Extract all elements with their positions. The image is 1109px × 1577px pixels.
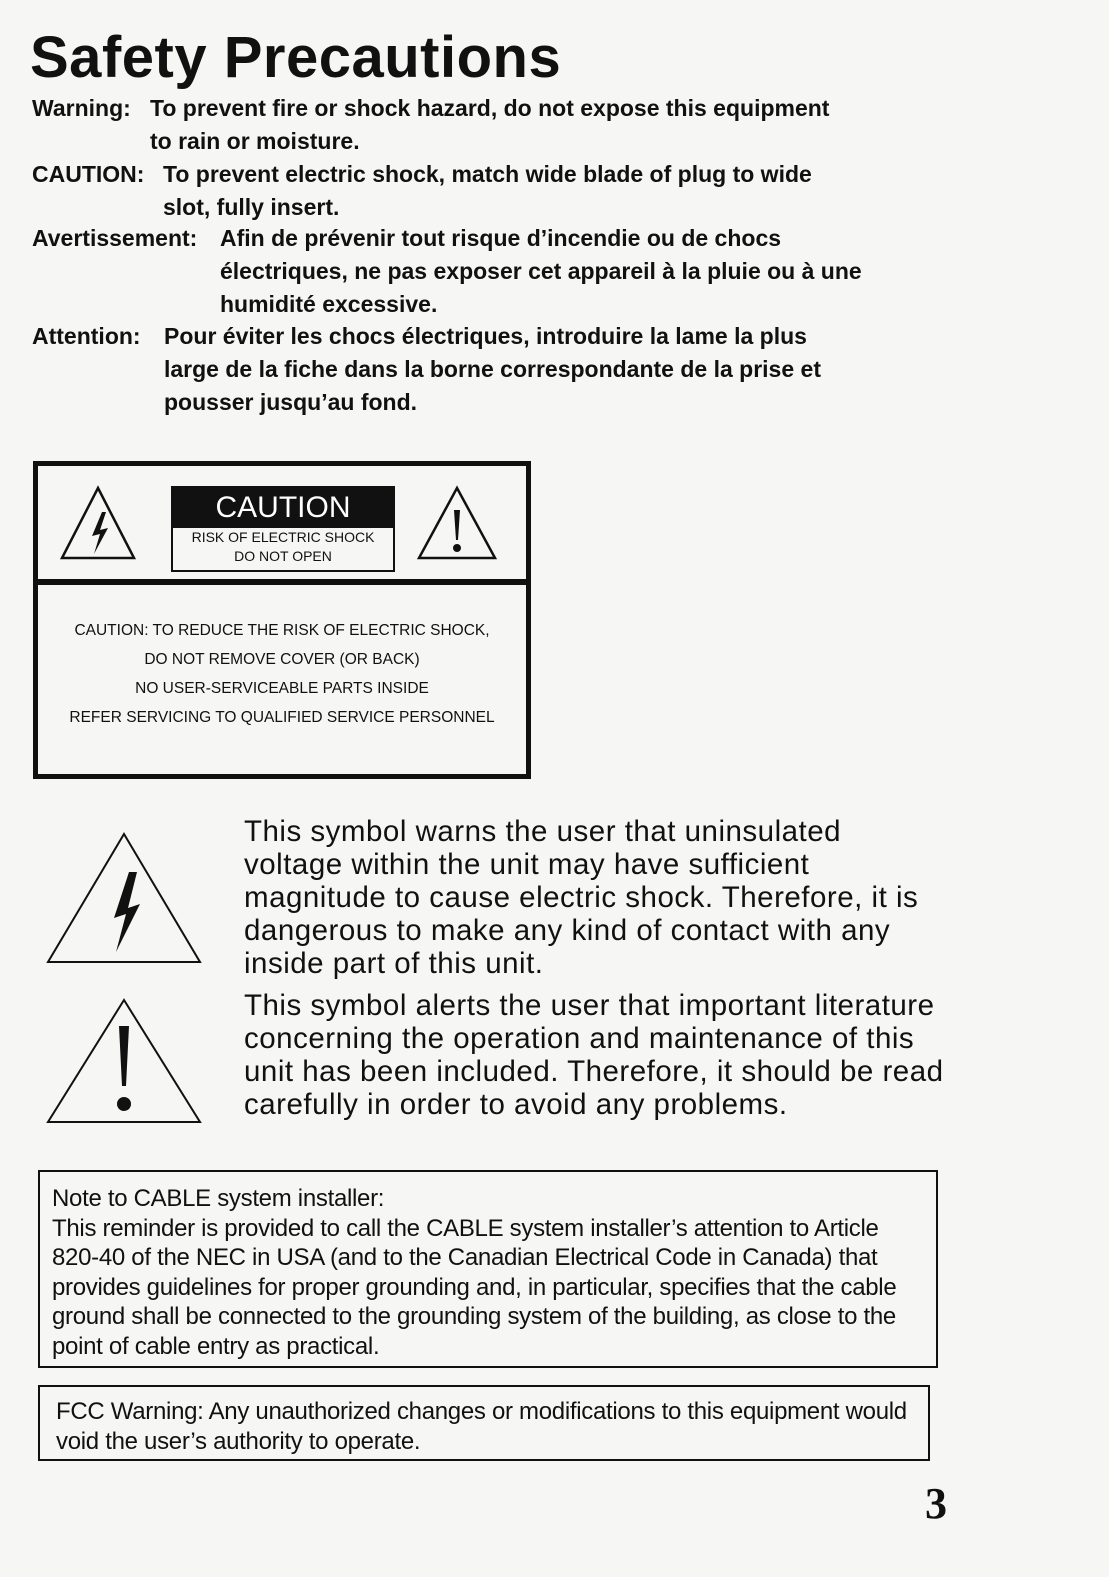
warning-text: To prevent fire or shock hazard, do not expose this equipment to rain or moisture. bbox=[150, 95, 830, 154]
exclamation-symbol-description: This symbol alerts the user that important literature concerning the operation and maintenance of this unit has been included. Therefore, it should be read carefully in order to avoid any problems. bbox=[244, 989, 944, 1121]
caution-banner bbox=[171, 486, 395, 572]
caution-banner-title: CAUTION bbox=[173, 488, 393, 528]
fcc-warning-box bbox=[38, 1385, 930, 1461]
avertissement-text: Afin de prévenir tout risque d’incendie ou de chocs électriques, ne pas exposer cet appareil à la pluie ou à une humidité excessive. bbox=[220, 225, 862, 317]
lightning-triangle-icon bbox=[58, 484, 138, 564]
attention-label: Attention: bbox=[32, 323, 141, 349]
lightning-symbol-description: This symbol warns the user that uninsulated voltage within the unit may have sufficient magnitude to cause electric shock. Therefore, it is dangerous to make any kind of contact with any inside part of this unit. bbox=[244, 815, 919, 980]
lightning-triangle-icon bbox=[44, 830, 204, 966]
attention-text: Pour éviter les chocs électriques, introduire la lame la plus large de la fiche dans la borne correspondante de la prise et pousser jusqu’au fond. bbox=[164, 323, 821, 415]
page-title: Safety Precautions bbox=[30, 25, 562, 90]
caution-label-line: DO NOT REMOVE COVER (OR BACK) bbox=[144, 651, 420, 668]
page-number: 3 bbox=[925, 1479, 947, 1528]
exclamation-triangle-icon bbox=[44, 996, 204, 1126]
caution-label-box bbox=[33, 461, 531, 779]
caution-french bbox=[32, 320, 1012, 430]
caution-label-line: CAUTION: TO REDUCE THE RISK OF ELECTRIC SHOCK, bbox=[74, 622, 490, 639]
caution-label-header bbox=[38, 466, 526, 585]
warning-french bbox=[32, 222, 1012, 332]
fcc-warning-text: FCC Warning: Any unauthorized changes or modifications to this equipment would void the user’s authority to operate. bbox=[56, 1398, 907, 1455]
warning-english bbox=[32, 92, 1012, 162]
cable-note-body: This reminder is provided to call the CABLE system installer’s attention to Article 820-40 of the NEC in USA (and to the Canadian Electrical Code in Canada) that provides guidelines for proper grounding and, in particular, specifies that the cable ground shall be connected to the grounding system of the building, as close to the point of cable entry as practical. bbox=[52, 1214, 897, 1360]
caution-label: CAUTION: bbox=[32, 161, 145, 187]
caution-english bbox=[32, 158, 1012, 228]
caution-banner-line-1: RISK OF ELECTRIC SHOCK bbox=[191, 529, 375, 545]
caution-text: To prevent electric shock, match wide blade of plug to wide slot, fully insert. bbox=[163, 161, 812, 220]
cable-installer-note bbox=[38, 1170, 938, 1368]
caution-label-line: NO USER-SERVICEABLE PARTS INSIDE bbox=[135, 680, 429, 697]
caution-label-line: REFER SERVICING TO QUALIFIED SERVICE PERSONNEL bbox=[69, 709, 495, 726]
avertissement-label: Avertissement: bbox=[32, 225, 198, 251]
warning-label: Warning: bbox=[32, 95, 131, 121]
caution-banner-line-2: DO NOT OPEN bbox=[234, 548, 332, 564]
exclamation-triangle-icon bbox=[415, 484, 499, 564]
cable-note-heading: Note to CABLE system installer: bbox=[52, 1185, 385, 1212]
caution-label-text bbox=[38, 616, 526, 732]
